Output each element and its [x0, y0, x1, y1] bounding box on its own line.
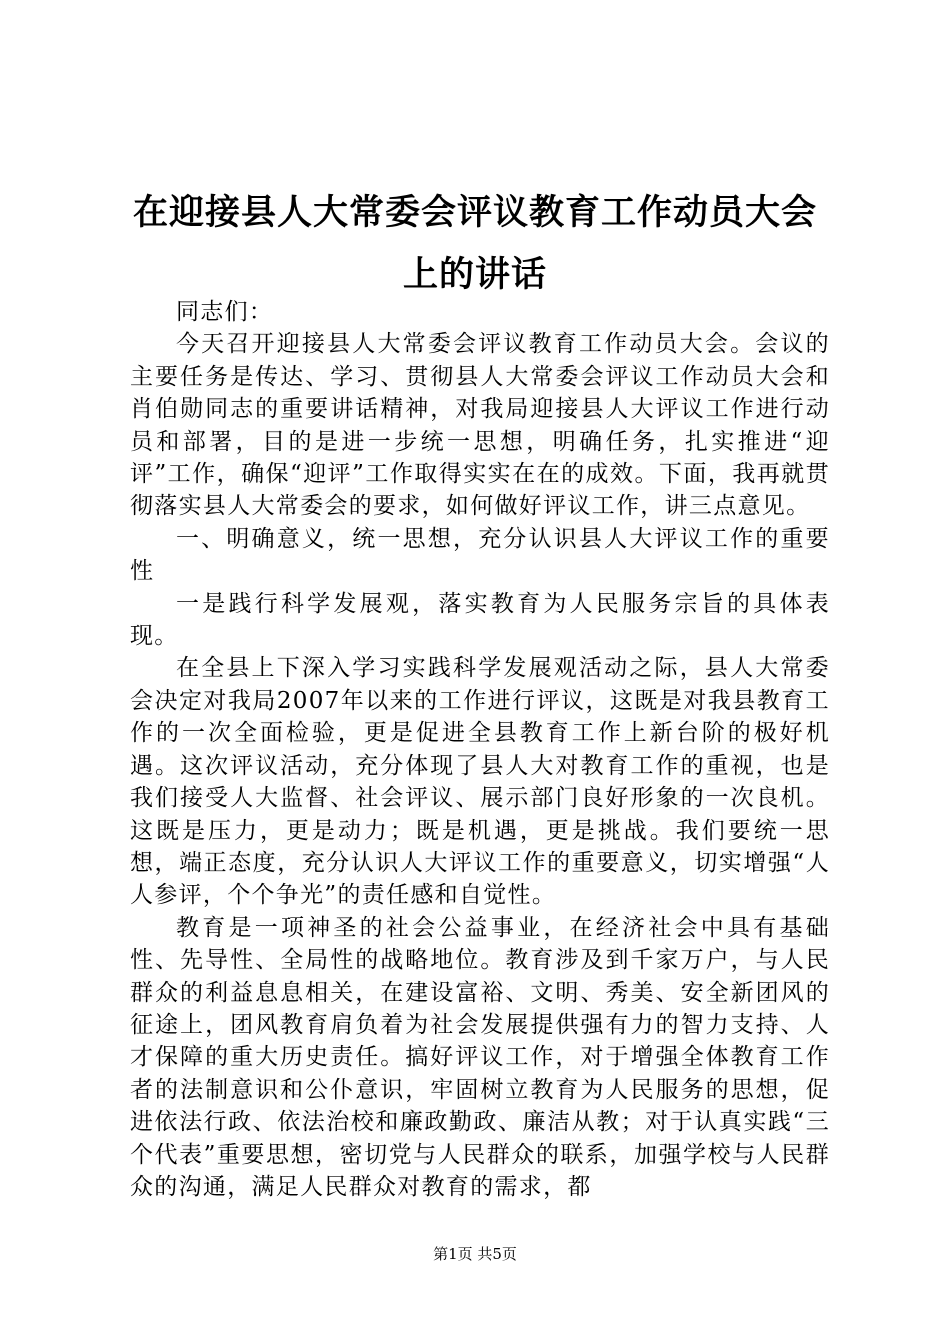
page-footer: 第1页 共5页 [433, 1245, 517, 1263]
section-heading-1: 一、明确意义，统一思想，充分认识县人大评议工作的重要性 [130, 525, 830, 585]
paragraph-3: 教育是一项神圣的社会公益事业，在经济社会中具有基础性、先导性、全局性的战略地位。教育涉及到千家万户，与人民群众的利益息息相关，在建设富裕、文明、秀美、安全新团风的征途上，团风教育肩负着为社会发展提供强有力的智力支持、人才保障的重大历史责任。搞好评议工作，对于增强全体教育工作者的法制意识和公仆意识，牢固树立教育为人民服务的思想，促进依法行政、依法治校和廉政勤政、廉洁从教；对于认真实践“三个代表”重要思想，密切党与人民群众的联系，加强学校与人民群众的沟通，满足人民群众对教育的需求，都 [130, 914, 830, 1200]
salutation: 同志们： [176, 299, 274, 325]
document-title: 在迎接县人大常委会评议教育工作动员大会上的讲话 [132, 192, 817, 295]
paragraph-2: 在全县上下深入学习实践科学发展观活动之际，县人大常委会决定对我局2007年以来的工作进行评议，这既是对我县教育工作的一次全面检验，更是促进全县教育工作上新台阶的极好机遇。这次评议活动，充分体现了县人大对教育工作的重视，也是我们接受人大监督、社会评议、展示部门良好形象的一次良机。这既是压力，更是动力；既是机遇，更是挑战。我们要统一思想，端正态度，充分认识人大评议工作的重要意义，切实增强“人人参评，个个争光”的责任感和自觉性。 [130, 655, 830, 909]
document-body [130, 296, 830, 1203]
paragraph-intro: 今天召开迎接县人大常委会评议教育工作动员大会。会议的主要任务是传达、学习、贯彻县人大常委会评议工作动员大会和肖伯勋同志的重要讲话精神，对我局迎接县人大评议工作进行动员和部署，目的是进一步统一思想，明确任务，扎实推进“迎评”工作，确保“迎评”工作取得实实在在的成效。下面，我再就贯彻落实县人大常委会的要求，如何做好评议工作，讲三点意见。 [130, 331, 830, 520]
subheading-1: 一是践行科学发展观，落实教育为人民服务宗旨的具体表现。 [130, 590, 830, 650]
